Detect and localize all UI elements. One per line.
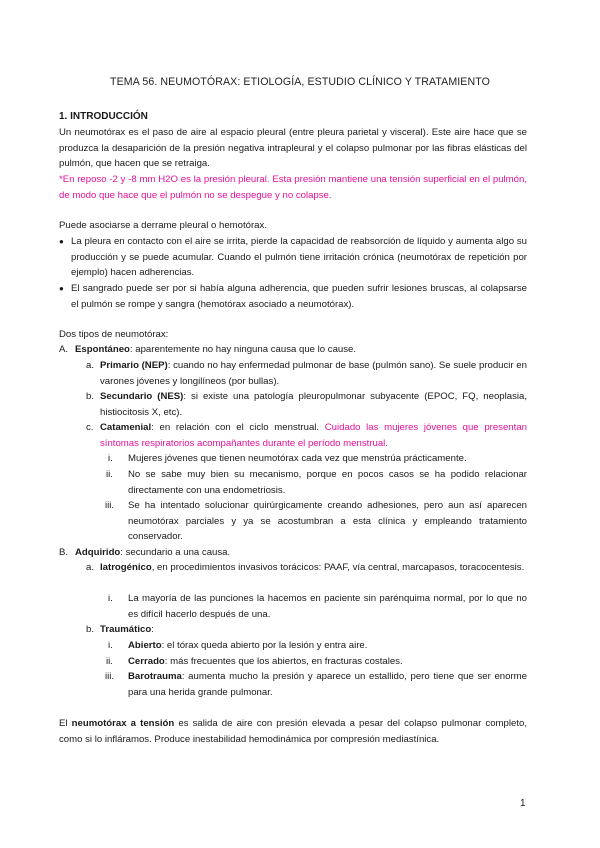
term: Adquirido xyxy=(75,547,121,558)
types-lead: Dos tipos de neumotórax: xyxy=(59,329,169,340)
list-marker: c. xyxy=(86,422,94,433)
pressure-note: *En reposo -2 y -8 mm H2O es la presión pleural. Esta presión mantiene una tensión superficial en el pulmón, de modo que hace que el pulmón no se despegue y no colapse. xyxy=(59,174,527,201)
bullet-item xyxy=(59,234,527,281)
detail-text: No se sabe muy bien su mecanismo, porque en pocos casos se ha podido relacionar directamente con una endometriosis. xyxy=(128,469,527,496)
detail-text: Se ha intentado solucionar quirúrgicamente creando adhesiones, pero aun así aparecen neumotórax parciales y ya se acostumbran a esta clínica y empleando tratamiento conservador. xyxy=(128,500,527,542)
traumatico-detail xyxy=(108,638,527,654)
bullet-text: La pleura en contacto con el aire se irrita, pierde la capacidad de reabsorción de líquido y aumenta algo su producción y se puede acumular. Cuando el pulmón tiene irritación crónica (neumotórax de repetición por ejemplo) hacen adherencias. xyxy=(71,236,527,278)
list-marker: A. xyxy=(59,344,69,355)
catamenial-detail xyxy=(105,498,527,545)
type-a-secundario xyxy=(86,389,527,420)
page-number: 1 xyxy=(520,798,526,809)
term: Primario (NEP) xyxy=(100,360,168,371)
term: Iatrogénico xyxy=(100,562,152,573)
list-marker: b. xyxy=(86,624,95,635)
detail-text: La mayoría de las punciones la hacemos en paciente sin parénquima normal, por lo que no es difícil hacerlo después de una. xyxy=(128,593,527,620)
term: Abierto xyxy=(128,640,162,651)
section-heading-introduccion: 1. INTRODUCCIÓN xyxy=(59,111,148,122)
list-marker: i. xyxy=(108,640,113,651)
type-b-adquirido xyxy=(59,545,527,561)
definition: : secundario a una causa. xyxy=(120,547,231,558)
tension-paragraph xyxy=(59,716,527,747)
iatrogenico-detail xyxy=(108,591,527,622)
term: Secundario (NES) xyxy=(100,391,184,402)
association-lead: Puede asociarse a derrame pleural o hemotórax. xyxy=(59,220,267,231)
list-marker: ii. xyxy=(106,469,113,480)
traumatico-detail xyxy=(108,654,527,670)
term: Cerrado xyxy=(128,656,165,667)
definition: : aumenta mucho la presión y aparece un estallido, pero tiene que ser enorme para una herida grande pulmonar. xyxy=(128,671,527,698)
definition: : cuando no hay enfermedad pulmonar de base (pulmón sano). Se suele producir en varones jóvenes y longilíneos (por bullas). xyxy=(100,360,527,387)
definition: : si existe una patología pleuropulmonar subyacente (EPOC, FQ, neoplasia, histiocitosis X, etc). xyxy=(100,391,528,418)
definition: , en procedimientos invasivos torácicos: PAAF, vía central, marcapasos, toracocentesis. xyxy=(151,562,525,573)
catamenial-detail xyxy=(108,451,527,467)
type-a-primario xyxy=(86,358,527,389)
bullet-icon: ● xyxy=(59,237,64,246)
warning-text: Cuidado las mujeres jóvenes que presentan síntomas respiratorios acompañantes durante el período menstrual. xyxy=(100,422,527,449)
type-a-catamenial xyxy=(86,420,527,451)
bullet-item xyxy=(59,281,527,312)
bullet-icon: ● xyxy=(59,284,64,293)
catamenial-detail xyxy=(108,467,527,498)
definition: : aparentemente no hay ninguna causa que lo cause. xyxy=(129,344,357,355)
intro-paragraph: Un neumotórax es el paso de aire al espacio pleural (entre pleura parietal y visceral). Este aire hace que se produzca la desaparición de la presión negativa intrapleural y el colapso pulmonar por las fibras elásticas del pulmón, que hacen que se retraiga. xyxy=(59,127,527,169)
detail-text: Mujeres jóvenes que tienen neumotórax cada vez que menstrúa prácticamente. xyxy=(128,453,467,464)
term: neumotórax a tensión xyxy=(71,718,175,729)
term: Espontáneo xyxy=(75,344,130,355)
traumatico-detail xyxy=(105,669,527,700)
definition: : el tórax queda abierto por la lesión y entra aire. xyxy=(161,640,368,651)
tension-pre: El xyxy=(59,718,72,729)
type-b-traumatico xyxy=(86,622,527,638)
term: Traumático xyxy=(100,624,152,635)
list-marker: i. xyxy=(108,593,113,604)
list-marker: a. xyxy=(86,562,95,573)
type-b-iatrogenico xyxy=(86,560,527,576)
term: Barotrauma xyxy=(128,671,182,682)
bullet-text: El sangrado puede ser por si había alguna adherencia, que pueden sufrir lesiones bruscas, al colapsarse el pulmón se rompe y sangra (hemotórax asociado a neumotórax). xyxy=(71,283,527,310)
list-marker: iii. xyxy=(105,671,115,682)
definition: es salida de aire con presión elevada a pesar del colapso pulmonar completo, como si lo infláramos. Produce inestabilidad hemodinámica por compresión mediastínica. xyxy=(59,718,527,745)
list-marker: ii. xyxy=(106,656,113,667)
document-title: TEMA 56. NEUMOTÓRAX: ETIOLOGÍA, ESTUDIO CLÍNICO Y TRATAMIENTO xyxy=(110,76,490,88)
type-a-espontaneo xyxy=(59,342,527,358)
definition: : xyxy=(151,624,154,635)
list-marker: B. xyxy=(59,547,69,558)
list-marker: a. xyxy=(86,360,95,371)
definition: : en relación con el ciclo menstrual. xyxy=(151,422,325,433)
term: Catamenial xyxy=(100,422,152,433)
definition: : más frecuentes que los abiertos, en fracturas costales. xyxy=(164,656,403,667)
list-marker: i. xyxy=(108,453,113,464)
list-marker: b. xyxy=(86,391,95,402)
list-marker: iii. xyxy=(105,500,115,511)
